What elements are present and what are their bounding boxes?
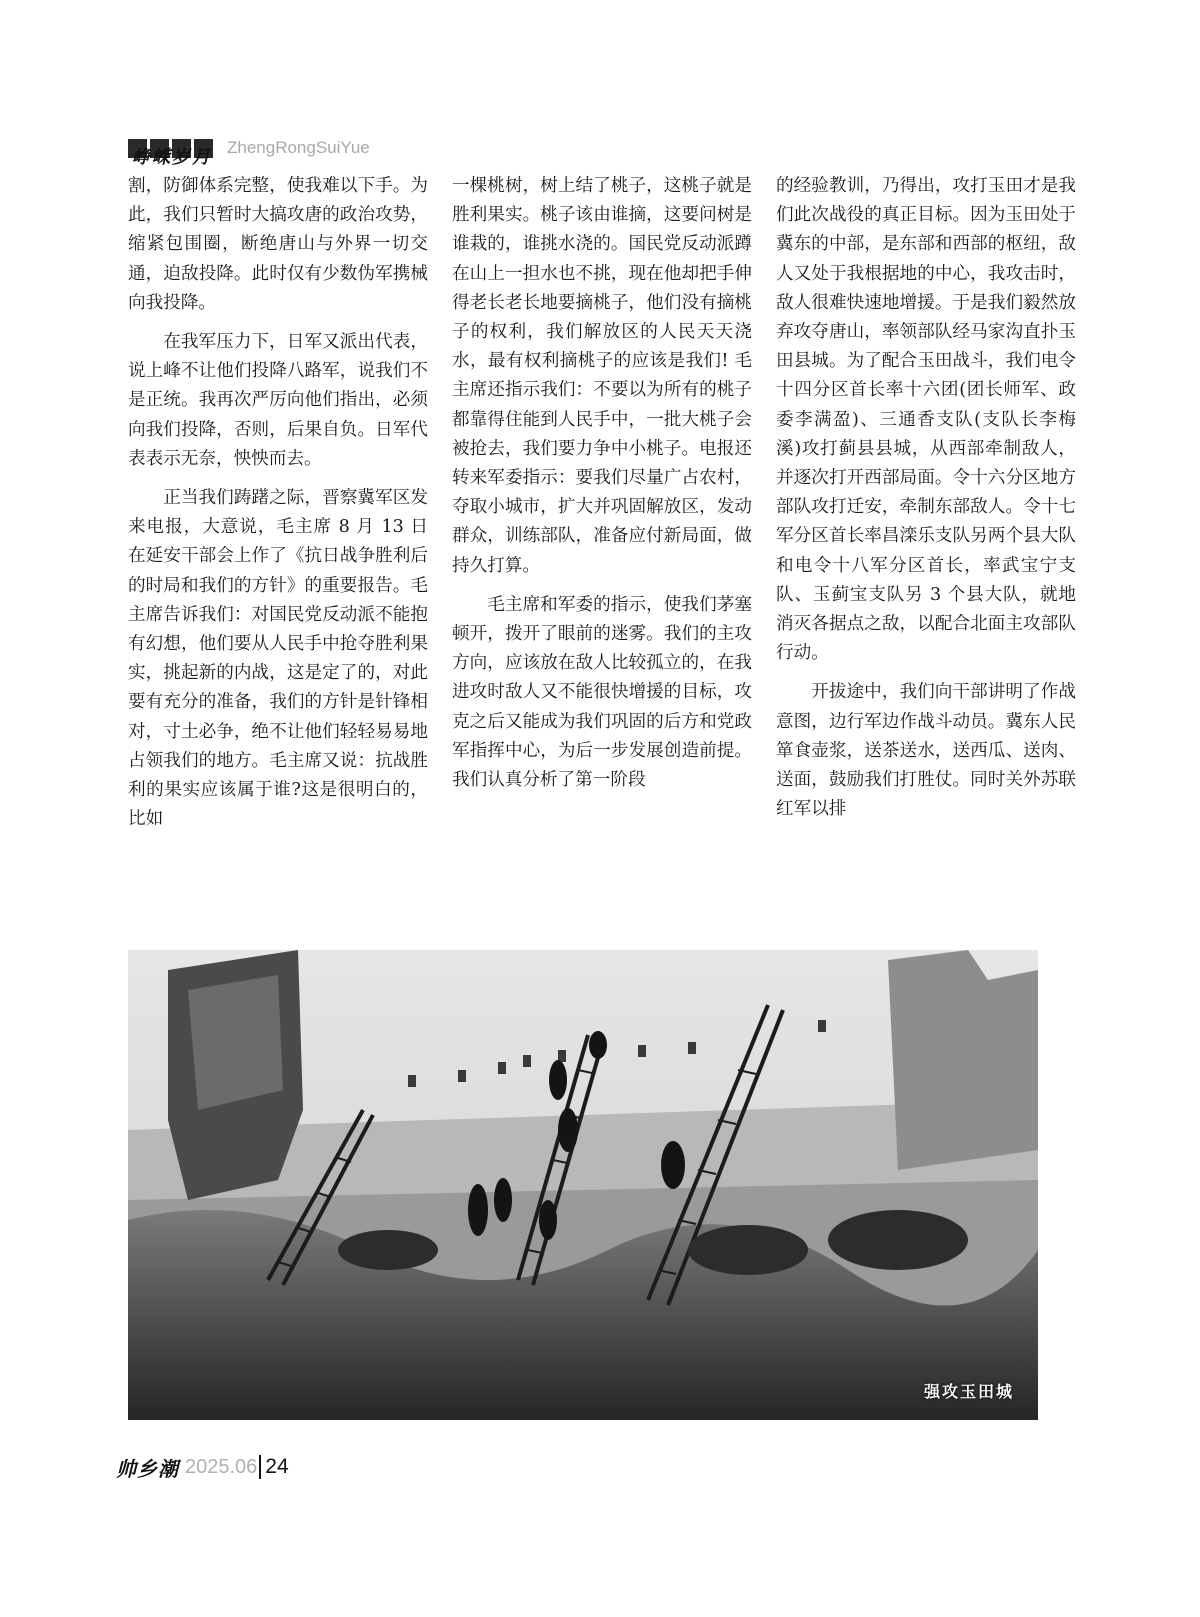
paragraph: 一棵桃树，树上结了桃子，这桃子就是胜利果实。桃子该由谁摘，这要问树是谁栽的，谁挑水浇的。国民党反动派蹲在山上一担水也不挑，现在他却把手伸得老长老长地要摘桃子，他们没有摘桃子的权利，我们解放区的人民天天浇水，最有权利摘桃子的应该是我们! 毛主席还指示我们：不要以为所有的桃子都靠得住能到人民手中，一批大桃子会被抢去，我们要力争中小桃子。电报还转来军委指示：要我们尽量广占农村，夺取小城市，扩大并巩固解放区，发动群众，训练部队，准备应付新局面，做持久打算。 <box>452 176 752 576</box>
paragraph: 在我军压力下，日军又派出代表，说上峰不让他们投降八路军，说我们不是正统。我再次严厉向他们指出，必须向我们投降，否则，后果自负。日军代表表示无奈，怏怏而去。 <box>128 332 428 469</box>
paragraph: 的经验教训，乃得出，攻打玉田才是我们此次战役的真正目标。因为玉田处于冀东的中部，是东部和西部的枢纽，敌人又处于我根据地的中心，我攻击时，敌人很难快速地增援。于是我们毅然放弃攻夺唐山，率领部队经马家沟直扑玉田县城。为了配合玉田战斗，我们电令十四分区首长率十六团(团长师军、政委李满盈)、三通香支队(支队长李梅溪)攻打蓟县县城，从西部牵制敌人，并逐次打开西部局面。令十六分区地方部队攻打迁安，牵制东部敌人。令十七军分区首长率昌滦乐支队另两个县大队和电令十八军分区首长，率武宝宁支队、玉蓟宝支队另 3 个县大队，就地消灭各据点之敌，以配合北面主攻部队行动。 <box>776 176 1076 664</box>
historical-photo <box>128 950 1038 1420</box>
paragraph: 开拔途中，我们向干部讲明了作战意图，边行军边作战斗动员。冀东人民箪食壶浆，送茶送水，送西瓜、送肉、送面，鼓励我们打胜仗。同时关外苏联红军以排 <box>776 682 1076 820</box>
issue-number: 2025.06 <box>185 1455 258 1478</box>
column-1 <box>128 172 428 944</box>
section-logo <box>128 139 213 168</box>
section-header <box>128 134 370 168</box>
paragraph: 割，防御体系完整，使我难以下手。为此，我们只暂时大搞攻唐的政治攻势，缩紧包围圈，断绝唐山与外界一切交通，迫敌投降。此时仅有少数伪军携械向我投降。 <box>128 176 428 313</box>
article-body <box>128 172 1076 944</box>
page-footer <box>116 1452 289 1482</box>
magazine-name: 帅乡潮 <box>116 1456 179 1481</box>
column-2 <box>452 172 752 944</box>
photo-caption: 强攻玉田城 <box>923 1382 1014 1401</box>
column-3 <box>776 172 1076 944</box>
page-number: 24 <box>259 1455 288 1479</box>
photo-illustration <box>128 950 1038 1420</box>
section-title: 峥嵘岁月 <box>132 146 212 168</box>
paragraph: 毛主席和军委的指示，使我们茅塞顿开，拨开了眼前的迷雾。我们的主攻方向，应该放在敌人比较孤立的，在我进攻时敌人又不能很快增援的目标，攻克之后又能成为我们巩固的后方和党政军指挥中心，为后一步发展创造前提。我们认真分析了第一阶段 <box>452 594 752 791</box>
paragraph: 正当我们踌躇之际，晋察冀军区发来电报，大意说，毛主席 8 月 13 日在延安干部会上作了《抗日战争胜利后的时局和我们的方针》的重要报告。毛主席告诉我们：对国民党反动派不能抱有幻想，他们要从人民手中抢夺胜利果实，挑起新的内战，这是定了的，对此要有充分的准备，我们的方针是针锋相对，寸土必争，绝不让他们轻轻易易地占领我们的地方。毛主席又说：抗战胜利的果实应该属于谁?这是很明白的，比如 <box>128 488 428 830</box>
section-title-latin: ZhengRongSuiYue <box>227 138 370 157</box>
